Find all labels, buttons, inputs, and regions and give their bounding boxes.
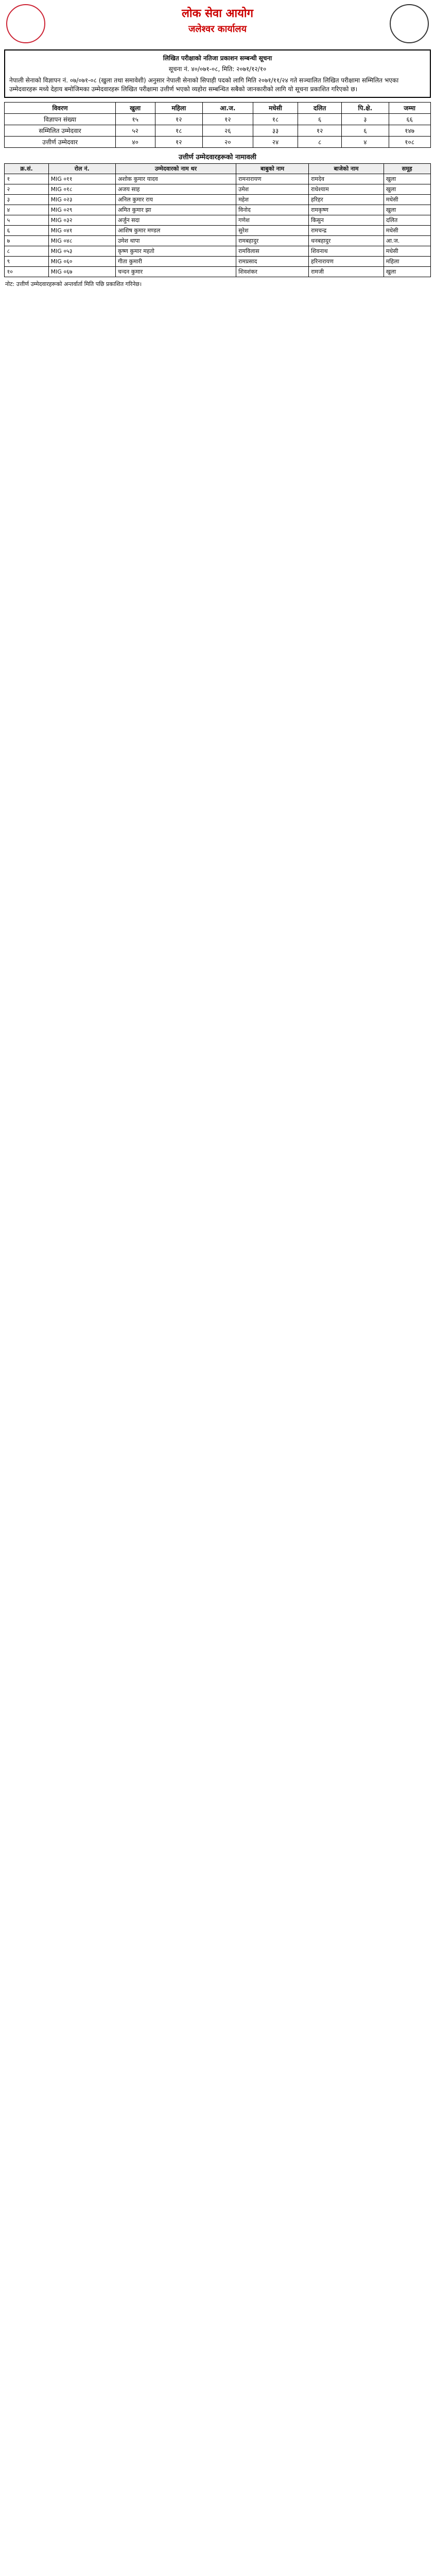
- summary-header: आ.ज.: [202, 102, 253, 113]
- psc-logo-icon: [390, 4, 429, 43]
- table-cell: महिला: [384, 256, 430, 266]
- summary-cell: ४: [341, 136, 389, 147]
- table-cell: चन्दन कुमार: [115, 266, 236, 277]
- summary-cell: १८: [253, 113, 298, 125]
- table-cell: गणेश: [236, 215, 309, 225]
- summary-cell: १५: [115, 113, 155, 125]
- summary-cell: ३३: [253, 125, 298, 136]
- table-cell: MIG ०१८: [48, 184, 115, 194]
- table-cell: MIG ०६०: [48, 256, 115, 266]
- table-cell: मधेसी: [384, 246, 430, 256]
- summary-row: [5, 125, 430, 136]
- table-cell: रामबहादुर: [236, 235, 309, 246]
- table-cell: खुला: [384, 205, 430, 215]
- list-title: उत्तीर्ण उम्मेदवारहरूको नामावली: [178, 153, 256, 161]
- summary-row: [5, 113, 430, 125]
- table-cell: विनोद: [236, 205, 309, 215]
- table-cell: खुला: [384, 184, 430, 194]
- table-cell: MIG ०११: [48, 174, 115, 184]
- summary-header: पि.क्षे.: [341, 102, 389, 113]
- table-cell: मधेसी: [384, 225, 430, 235]
- table-cell: ९: [5, 256, 48, 266]
- table-cell: सुरेश: [236, 225, 309, 235]
- table-cell: MIG ०२३: [48, 194, 115, 205]
- table-cell: गीता कुमारी: [115, 256, 236, 266]
- page: [0, 0, 435, 288]
- table-cell: MIG ०५३: [48, 246, 115, 256]
- summary-cell: १८: [155, 125, 202, 136]
- table-cell: २: [5, 184, 48, 194]
- table-cell: MIG ०४८: [48, 235, 115, 246]
- table-cell: कृष्ण कुमार महतो: [115, 246, 236, 256]
- summary-header: विवरण: [5, 102, 115, 113]
- summary-cell: ८: [298, 136, 342, 147]
- table-cell: MIG ०३२: [48, 215, 115, 225]
- table-cell: रामजी: [309, 266, 384, 277]
- list-header: समूह: [384, 163, 430, 174]
- summary-cell: २०: [202, 136, 253, 147]
- table-cell: १: [5, 174, 48, 184]
- table-cell: रामविलास: [236, 246, 309, 256]
- results-table: [4, 163, 430, 277]
- table-row: [5, 246, 430, 256]
- summary-cell: ३: [341, 113, 389, 125]
- table-cell: अर्जुन सदा: [115, 215, 236, 225]
- notice-body: नेपाली सेनाको विज्ञापन नं. ०७/०७१-०८ (खुला तथा समावेशी) अनुसार नेपाली सेनाको सिपाही पदको लागि मिति २०७१/११/२४ गते सञ्चालित लिखित परीक्षामा सम्मिलित भएका उम्मेदवारहरू मध्ये देहाय बमोजिमका उम्मेदवारहरू लिखित परीक्षामा उत्तीर्ण भएको व्यहोरा सम्बन्धित सबैको जानकारीको लागि यो सूचना प्रकाशित गरिएको छ।: [9, 77, 399, 93]
- table-cell: ८: [5, 246, 48, 256]
- summary-cell: विज्ञापन संख्या: [5, 113, 115, 125]
- table-cell: शिवशंकर: [236, 266, 309, 277]
- table-cell: अजय साह: [115, 184, 236, 194]
- table-cell: अनिल कुमार राय: [115, 194, 236, 205]
- summary-cell: ६: [298, 113, 342, 125]
- table-cell: आ.ज.: [384, 235, 430, 246]
- summary-cell: ६६: [389, 113, 430, 125]
- summary-cell: ५२: [115, 125, 155, 136]
- summary-cell: ४०: [115, 136, 155, 147]
- summary-cell: १२: [202, 113, 253, 125]
- summary-cell: २६: [202, 125, 253, 136]
- summary-cell: १२: [155, 113, 202, 125]
- table-cell: खुला: [384, 174, 430, 184]
- table-row: [5, 215, 430, 225]
- list-header: क्र.सं.: [5, 163, 48, 174]
- table-cell: MIG ०२९: [48, 205, 115, 215]
- table-cell: ७: [5, 235, 48, 246]
- table-cell: रामकृष्ण: [309, 205, 384, 215]
- table-cell: MIG ०४१: [48, 225, 115, 235]
- table-cell: महेश: [236, 194, 309, 205]
- table-cell: शिवनाथ: [309, 246, 384, 256]
- list-header: बाजेको नाम: [309, 163, 384, 174]
- table-cell: MIG ०६७: [48, 266, 115, 277]
- summary-header: मधेसी: [253, 102, 298, 113]
- table-cell: १०: [5, 266, 48, 277]
- summary-cell: ६: [341, 125, 389, 136]
- table-cell: धनबहादुर: [309, 235, 384, 246]
- summary-cell: उत्तीर्ण उम्मेदवार: [5, 136, 115, 147]
- office-name: जलेश्वर कार्यालय: [188, 24, 247, 35]
- table-cell: अशोक कुमार यादव: [115, 174, 236, 184]
- table-row: [5, 235, 430, 246]
- table-cell: दलित: [384, 215, 430, 225]
- summary-cell: २४: [253, 136, 298, 147]
- table-cell: ६: [5, 225, 48, 235]
- table-cell: ५: [5, 215, 48, 225]
- table-cell: रामप्रसाद: [236, 256, 309, 266]
- list-header: उम्मेदवारको नाम थर: [115, 163, 236, 174]
- table-cell: राधेश्याम: [309, 184, 384, 194]
- table-cell: ४: [5, 205, 48, 215]
- summary-header: दलित: [298, 102, 342, 113]
- table-cell: रामचन्द्र: [309, 225, 384, 235]
- table-row: [5, 174, 430, 184]
- summary-table: [4, 102, 430, 148]
- table-row: [5, 266, 430, 277]
- page-title: लोक सेवा आयोग: [182, 7, 253, 20]
- table-cell: मधेसी: [384, 194, 430, 205]
- table-row: [5, 194, 430, 205]
- summary-cell: सम्मिलित उम्मेदवार: [5, 125, 115, 136]
- notice-meta: सूचना नं. ४०/०७१-०८, मिति: २०७१/१२/१०: [168, 65, 267, 73]
- summary-header: महिला: [155, 102, 202, 113]
- summary-header: खुला: [115, 102, 155, 113]
- table-cell: आशिष कुमार मण्डल: [115, 225, 236, 235]
- summary-cell: १०८: [389, 136, 430, 147]
- table-cell: हरिनारायण: [309, 256, 384, 266]
- results-body: [5, 174, 430, 277]
- summary-header: जम्मा: [389, 102, 430, 113]
- table-row: [5, 205, 430, 215]
- header: [0, 0, 435, 46]
- table-cell: ३: [5, 194, 48, 205]
- table-row: [5, 184, 430, 194]
- summary-row: [5, 136, 430, 147]
- nepal-emblem-icon: [6, 4, 45, 43]
- table-row: [5, 256, 430, 266]
- table-row: [5, 225, 430, 235]
- footer-note: नोट: उत्तीर्ण उम्मेदवारहरूको अन्तर्वार्ता मिति पछि प्रकाशित गरिनेछ।: [5, 280, 142, 287]
- table-cell: उमेश: [236, 184, 309, 194]
- summary-cell: १४७: [389, 125, 430, 136]
- table-cell: खुला: [384, 266, 430, 277]
- notice-heading: लिखित परीक्षाको नतिजा प्रकाशन सम्बन्धी सूचना: [163, 55, 272, 62]
- list-header: रोल नं.: [48, 163, 115, 174]
- table-cell: रामनारायण: [236, 174, 309, 184]
- table-cell: अमित कुमार झा: [115, 205, 236, 215]
- table-cell: किसुन: [309, 215, 384, 225]
- notice-box: [4, 49, 431, 98]
- list-header: बाबुको नाम: [236, 163, 309, 174]
- table-cell: हरिहर: [309, 194, 384, 205]
- table-cell: रामदेव: [309, 174, 384, 184]
- summary-cell: १२: [155, 136, 202, 147]
- table-cell: उमेश थापा: [115, 235, 236, 246]
- summary-cell: १२: [298, 125, 342, 136]
